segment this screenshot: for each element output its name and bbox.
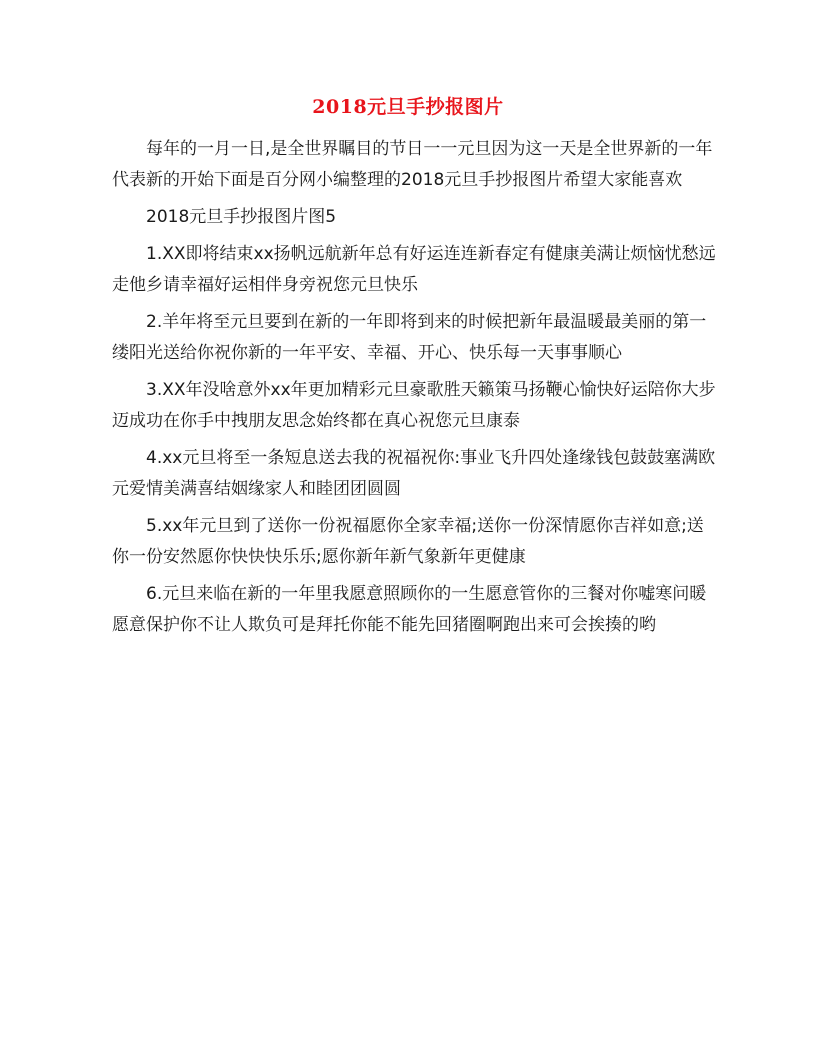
greeting-item-6: 6.元旦来临在新的一年里我愿意照顾你的一生愿意管你的三餐对你嘘寒问暖愿意保护你不让人欺负可是拜托你能不能先回猪圈啊跑出来可会挨揍的哟 [112,584,707,635]
intro-paragraph: 每年的一月一日,是全世界瞩目的节日一一元旦因为这一天是全世界新的一年代表新的开始下面是百分网小编整理的2018元旦手抄报图片希望大家能喜欢 [112,139,713,190]
image-caption: 2018元旦手抄报图片图5 [146,207,337,227]
greeting-item-5: 5.xx年元旦到了送你一份祝福愿你全家幸福;送你一份深情愿你吉祥如意;送你一份安然愿你快快快乐乐;愿你新年新气象新年更健康 [112,516,704,567]
greeting-item-3: 3.XX年没啥意外xx年更加精彩元旦豪歌胜天籁策马扬鞭心愉快好运陪你大步迈成功在你手中拽朋友思念始终都在真心祝您元旦康泰 [112,380,716,431]
greeting-item-2: 2.羊年将至元旦要到在新的一年即将到来的时候把新年最温暖最美丽的第一缕阳光送给你祝你新的一年平安、幸福、开心、快乐每一天事事顺心 [112,312,707,363]
document-body [112,134,718,647]
greeting-item-1: 1.XX即将结束xx扬帆远航新年总有好运连连新春定有健康美满让烦恼忧愁远走他乡请幸福好运相伴身旁祝您元旦快乐 [112,244,716,295]
document-title: 2018元旦手抄报图片 [312,96,504,118]
greeting-item-4: 4.xx元旦将至一条短息送去我的祝福祝你:事业飞升四处逢缘钱包鼓鼓塞满欧元爱情美满喜结姻缘家人和睦团团圆圆 [112,448,716,499]
